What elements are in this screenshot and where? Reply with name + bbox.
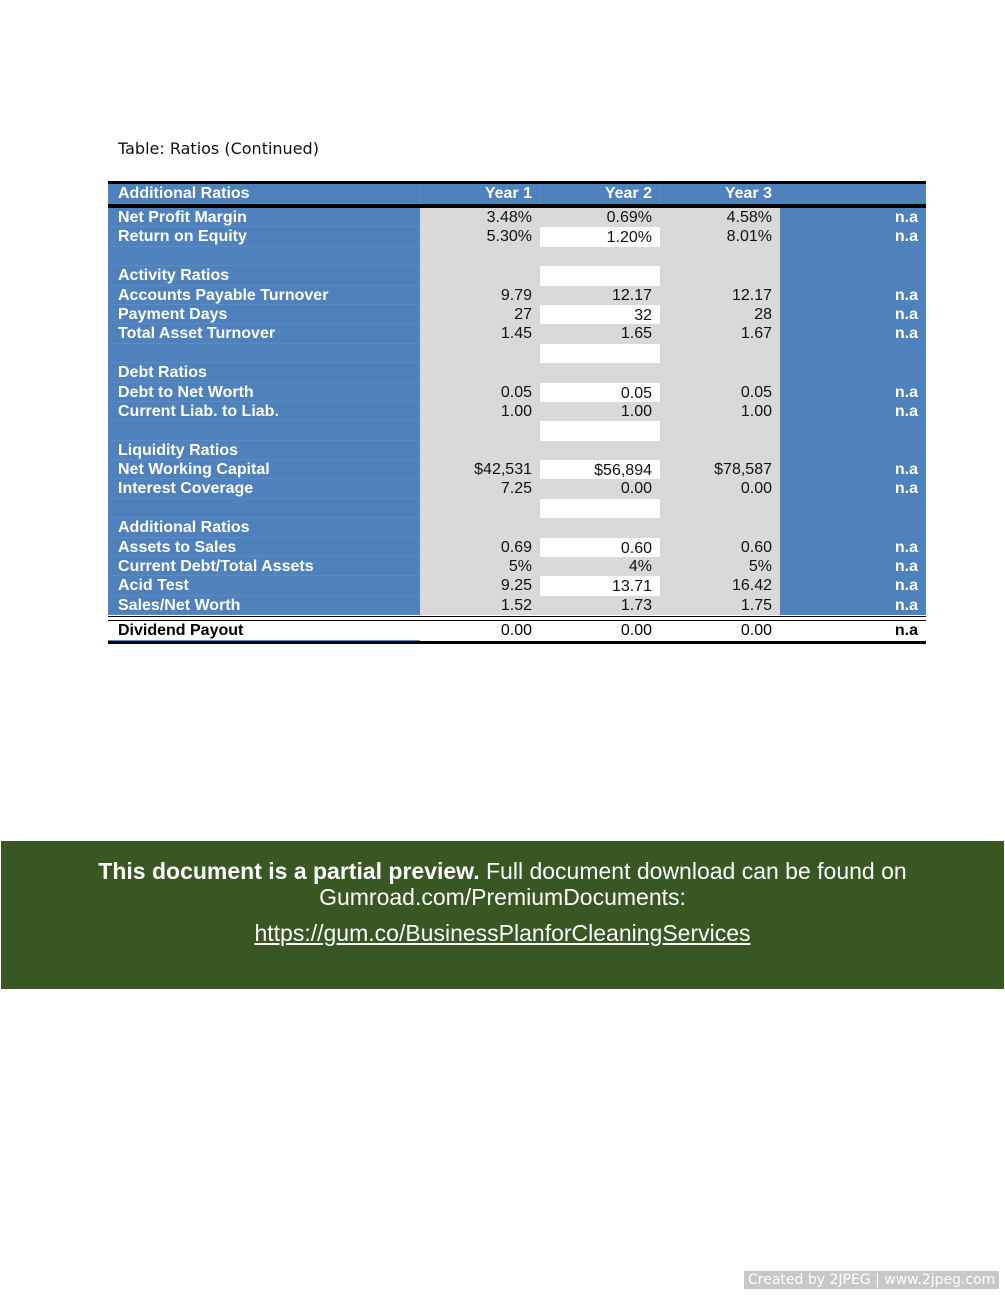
row-label: Debt Ratios bbox=[108, 363, 420, 382]
year-1-value bbox=[420, 518, 540, 537]
year-1-value: 3.48% bbox=[420, 208, 540, 227]
row-label: Sales/Net Worth bbox=[108, 596, 420, 615]
year-3-value: 5% bbox=[660, 557, 780, 576]
year-1-value: 9.79 bbox=[420, 286, 540, 305]
year-2-value: 0.69% bbox=[540, 208, 660, 227]
industry-value bbox=[780, 441, 926, 460]
year-3-value: 4.58% bbox=[660, 208, 780, 227]
banner-text: Full document download can be found on bbox=[479, 858, 907, 884]
year-3-value bbox=[660, 266, 780, 285]
row-label: Return on Equity bbox=[108, 227, 420, 246]
year-2-value: 32 bbox=[540, 306, 660, 323]
year-2-value: 0.00 bbox=[540, 621, 660, 640]
table-body bbox=[108, 208, 926, 615]
header-industry bbox=[780, 184, 926, 204]
industry-value: n.a bbox=[780, 383, 926, 402]
table-row bbox=[108, 402, 926, 421]
row-label: Liquidity Ratios bbox=[108, 441, 420, 460]
row-label: Payment Days bbox=[108, 305, 420, 324]
year-2-value bbox=[540, 363, 660, 382]
year-1-value: 5.30% bbox=[420, 227, 540, 246]
table-row bbox=[108, 363, 926, 382]
table-header bbox=[108, 181, 926, 204]
year-3-value bbox=[660, 421, 780, 440]
row-label: Additional Ratios bbox=[108, 518, 420, 537]
header-label: Additional Ratios bbox=[108, 184, 420, 204]
year-1-value: 0.00 bbox=[420, 621, 540, 640]
industry-value: n.a bbox=[780, 324, 926, 343]
table-row bbox=[108, 421, 926, 440]
industry-value: n.a bbox=[780, 576, 926, 595]
year-2-value bbox=[540, 247, 660, 266]
year-1-value bbox=[420, 363, 540, 382]
industry-value: n.a bbox=[780, 305, 926, 324]
table-row bbox=[108, 479, 926, 498]
year-1-value: 5% bbox=[420, 557, 540, 576]
year-3-value: 8.01% bbox=[660, 227, 780, 246]
year-3-value bbox=[660, 363, 780, 382]
row-label bbox=[108, 344, 420, 363]
industry-value: n.a bbox=[780, 227, 926, 246]
year-1-value: 27 bbox=[420, 305, 540, 324]
year-2-value bbox=[540, 500, 660, 517]
header-year-3: Year 3 bbox=[660, 184, 780, 204]
table-row bbox=[108, 596, 926, 615]
header-year-2: Year 2 bbox=[540, 184, 660, 204]
row-label: Current Debt/Total Assets bbox=[108, 557, 420, 576]
year-2-value bbox=[540, 267, 660, 284]
year-2-value: 12.17 bbox=[540, 286, 660, 305]
industry-value: n.a bbox=[780, 402, 926, 421]
table-row bbox=[108, 518, 926, 537]
row-label: Total Asset Turnover bbox=[108, 324, 420, 343]
year-2-value: 1.73 bbox=[540, 596, 660, 615]
industry-value bbox=[780, 363, 926, 382]
row-label: Current Liab. to Liab. bbox=[108, 402, 420, 421]
year-3-value bbox=[660, 247, 780, 266]
table-row bbox=[108, 286, 926, 305]
year-3-value: 1.75 bbox=[660, 596, 780, 615]
row-label bbox=[108, 247, 420, 266]
year-3-value: 1.67 bbox=[660, 324, 780, 343]
year-2-value bbox=[540, 441, 660, 460]
industry-value: n.a bbox=[780, 479, 926, 498]
year-2-value: $56,894 bbox=[540, 461, 660, 478]
industry-value: n.a bbox=[780, 286, 926, 305]
table-caption: Table: Ratios (Continued) bbox=[118, 139, 319, 158]
year-2-value: 0.00 bbox=[540, 479, 660, 498]
header-year-1: Year 1 bbox=[420, 184, 540, 204]
year-3-value bbox=[660, 518, 780, 537]
year-2-value: 1.00 bbox=[540, 402, 660, 421]
row-label: Activity Ratios bbox=[108, 266, 420, 285]
year-3-value bbox=[660, 344, 780, 363]
table-row bbox=[108, 344, 926, 363]
row-label: Interest Coverage bbox=[108, 479, 420, 498]
year-1-value bbox=[420, 499, 540, 518]
year-1-value: 1.00 bbox=[420, 402, 540, 421]
industry-value: n.a bbox=[780, 538, 926, 557]
row-label: Acid Test bbox=[108, 576, 420, 595]
industry-value: n.a bbox=[780, 557, 926, 576]
table-row bbox=[108, 305, 926, 324]
table-bottom-border bbox=[108, 641, 926, 644]
industry-value: n.a bbox=[780, 596, 926, 615]
year-3-value: 0.05 bbox=[660, 383, 780, 402]
table-row-dividend-payout bbox=[108, 621, 926, 640]
year-3-value: 0.60 bbox=[660, 538, 780, 557]
row-label bbox=[108, 499, 420, 518]
banner-line-2: Gumroad.com/PremiumDocuments: bbox=[319, 884, 686, 910]
table-row bbox=[108, 538, 926, 557]
table-row bbox=[108, 499, 926, 518]
year-3-value: $78,587 bbox=[660, 460, 780, 479]
industry-value bbox=[780, 344, 926, 363]
year-2-value: 0.60 bbox=[540, 539, 660, 556]
table-row bbox=[108, 247, 926, 266]
year-1-value: 1.45 bbox=[420, 324, 540, 343]
row-label bbox=[108, 421, 420, 440]
row-label: Net Working Capital bbox=[108, 460, 420, 479]
ratios-table bbox=[108, 181, 926, 644]
year-2-value: 4% bbox=[540, 557, 660, 576]
row-label: Dividend Payout bbox=[108, 621, 420, 640]
row-label: Accounts Payable Turnover bbox=[108, 286, 420, 305]
industry-value bbox=[780, 247, 926, 266]
year-2-value bbox=[540, 345, 660, 362]
year-2-value: 0.05 bbox=[540, 384, 660, 401]
year-1-value: 9.25 bbox=[420, 576, 540, 595]
row-label: Assets to Sales bbox=[108, 538, 420, 557]
year-3-value bbox=[660, 499, 780, 518]
year-2-value bbox=[540, 422, 660, 439]
table-row bbox=[108, 441, 926, 460]
year-1-value: 1.52 bbox=[420, 596, 540, 615]
year-1-value: 7.25 bbox=[420, 479, 540, 498]
industry-value: n.a bbox=[780, 621, 926, 640]
year-1-value bbox=[420, 266, 540, 285]
banner-bold-text: This document is a partial preview. bbox=[98, 858, 480, 884]
watermark: Created by 2JPEG | www.2jpeg.com bbox=[744, 1271, 999, 1289]
download-link[interactable]: https://gum.co/BusinessPlanforCleaningServices bbox=[254, 920, 751, 946]
table-row bbox=[108, 324, 926, 343]
year-3-value bbox=[660, 441, 780, 460]
year-1-value bbox=[420, 247, 540, 266]
industry-value bbox=[780, 499, 926, 518]
table-row bbox=[108, 266, 926, 285]
industry-value bbox=[780, 518, 926, 537]
table-row bbox=[108, 557, 926, 576]
table-row bbox=[108, 460, 926, 479]
industry-value: n.a bbox=[780, 208, 926, 227]
year-3-value: 28 bbox=[660, 305, 780, 324]
year-1-value: $42,531 bbox=[420, 460, 540, 479]
year-3-value: 0.00 bbox=[660, 621, 780, 640]
year-1-value bbox=[420, 344, 540, 363]
year-3-value: 12.17 bbox=[660, 286, 780, 305]
row-label: Debt to Net Worth bbox=[108, 383, 420, 402]
row-label: Net Profit Margin bbox=[108, 208, 420, 227]
table-row bbox=[108, 576, 926, 595]
year-3-value: 0.00 bbox=[660, 479, 780, 498]
year-1-value: 0.05 bbox=[420, 383, 540, 402]
table-row bbox=[108, 383, 926, 402]
preview-banner bbox=[1, 841, 1004, 989]
year-1-value: 0.69 bbox=[420, 538, 540, 557]
table-row bbox=[108, 208, 926, 227]
year-2-value bbox=[540, 518, 660, 537]
industry-value bbox=[780, 421, 926, 440]
year-2-value: 13.71 bbox=[540, 577, 660, 594]
industry-value bbox=[780, 266, 926, 285]
table-row bbox=[108, 227, 926, 246]
year-3-value: 1.00 bbox=[660, 402, 780, 421]
year-1-value bbox=[420, 421, 540, 440]
year-2-value: 1.20% bbox=[540, 228, 660, 245]
industry-value: n.a bbox=[780, 460, 926, 479]
year-3-value: 16.42 bbox=[660, 576, 780, 595]
year-1-value bbox=[420, 441, 540, 460]
year-2-value: 1.65 bbox=[540, 324, 660, 343]
